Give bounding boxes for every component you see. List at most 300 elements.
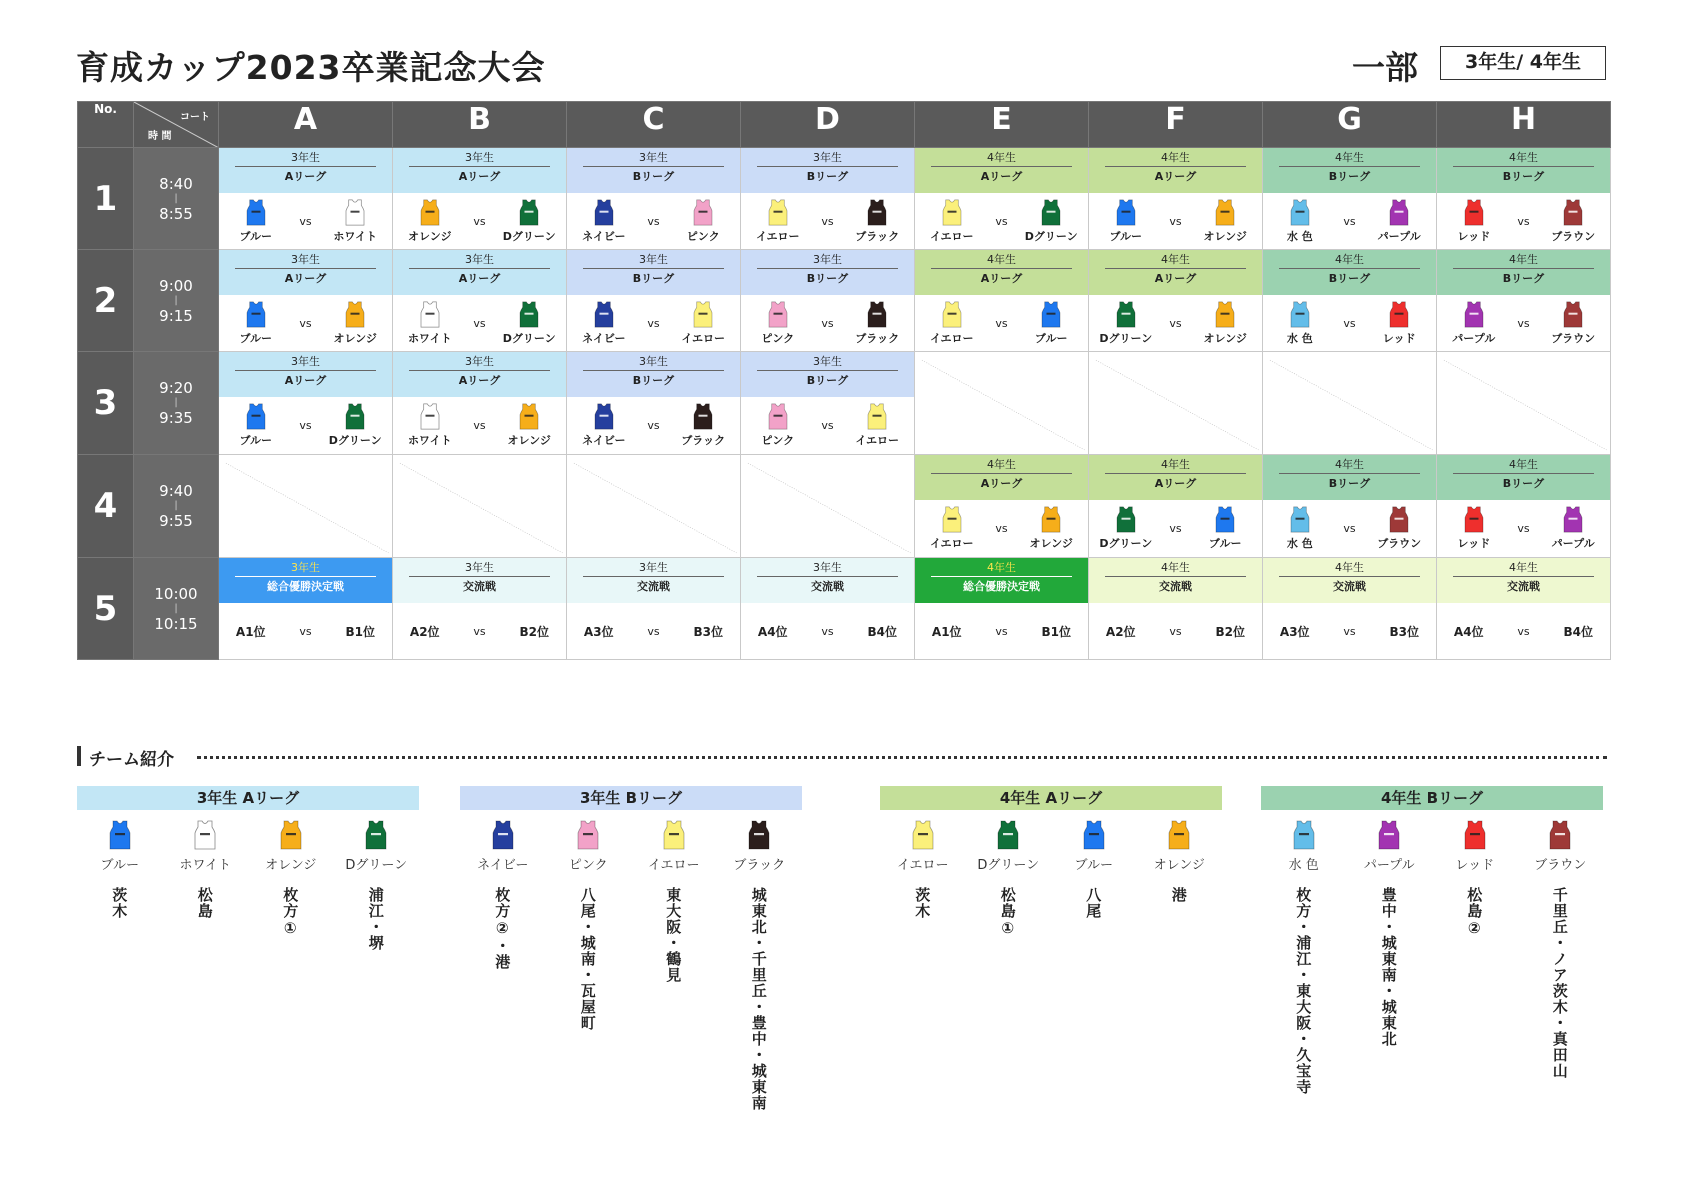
vs-label: vs: [647, 316, 660, 330]
match-header: [915, 148, 1088, 193]
schedule-row: [78, 352, 1611, 455]
schedule-body: [78, 148, 1611, 660]
team-color-name: イエロー: [897, 858, 949, 873]
match-cell: [393, 148, 567, 250]
league-team: [336, 820, 416, 951]
bib-icon: [1289, 506, 1311, 533]
end-time: 9:15: [159, 306, 193, 325]
team-home: [400, 301, 460, 346]
match-body: [1089, 500, 1262, 556]
league-label: Bリーグ: [1502, 170, 1545, 183]
court-header-a: A: [219, 102, 393, 148]
team-home: [1270, 301, 1330, 346]
section-bar: [77, 746, 81, 766]
match-cell: [393, 558, 567, 660]
league-label: 交流戦: [463, 580, 496, 593]
match-header: [741, 352, 914, 397]
team-color-name: オレンジ: [265, 858, 317, 873]
bib-icon: [1388, 506, 1410, 533]
team-name: イエロー: [930, 331, 974, 345]
team-color-name: ブラウン: [1534, 858, 1587, 873]
schedule-row: [78, 148, 1611, 250]
bib-icon: [364, 820, 388, 850]
schedule-header-row: [78, 102, 1611, 148]
match-body: [567, 603, 740, 659]
court-header-h: H: [1437, 102, 1611, 148]
team-away: [499, 301, 559, 346]
bib-icon: [419, 199, 441, 226]
team-away: [1021, 506, 1081, 551]
bib-icon: [1115, 301, 1137, 328]
league-intro: [880, 786, 1222, 938]
team-schools: 松島②: [1465, 887, 1484, 938]
vs-label: vs: [299, 214, 312, 228]
match-cell: [1437, 352, 1611, 455]
schedule-row: [78, 558, 1611, 660]
time-slot: [134, 558, 219, 660]
league-teams: [1261, 820, 1603, 1095]
start-time: 8:40: [159, 174, 193, 193]
vs-label: vs: [821, 418, 834, 432]
match-header: [1263, 558, 1436, 603]
team-name: イエロー: [756, 229, 800, 243]
vs-label: vs: [647, 214, 660, 228]
match-header: [393, 148, 566, 193]
bib-icon: [1463, 199, 1485, 226]
match-header: [1437, 250, 1610, 295]
placement-home: A2位: [1105, 624, 1136, 639]
vs-label: vs: [1517, 214, 1530, 228]
match-header: [1437, 148, 1610, 193]
team-color-name: ブラック: [733, 858, 786, 873]
row-number: 4: [78, 455, 134, 558]
empty-diagonal: [1437, 352, 1610, 454]
league-label: Aリーグ: [458, 170, 501, 183]
team-color-name: 水 色: [1288, 858, 1319, 873]
grade-label: 3年生: [757, 354, 898, 371]
match-header: [219, 558, 392, 603]
team-color-name: ネイビー: [477, 858, 529, 873]
bib-icon: [1040, 506, 1062, 533]
team-home: [226, 301, 286, 346]
match-header: [393, 352, 566, 397]
league-label: Aリーグ: [980, 477, 1023, 490]
bib-icon: [1167, 820, 1191, 850]
team-away: [1369, 199, 1429, 244]
team-away: [499, 199, 559, 244]
end-time: 10:15: [154, 614, 198, 633]
team-home: [400, 199, 460, 244]
bib-icon: [1214, 301, 1236, 328]
team-schools: 松島①: [998, 887, 1017, 938]
bib-icon: [245, 301, 267, 328]
match-body: [393, 603, 566, 659]
vs-label: vs: [1169, 316, 1182, 330]
team-name: オレンジ: [1203, 331, 1247, 345]
bib-icon: [419, 301, 441, 328]
team-name: ブラウン: [1551, 331, 1596, 345]
team-name: Dグリーン: [502, 229, 556, 243]
team-name: パープル: [1377, 229, 1421, 243]
grade-label: 3年生: [409, 150, 550, 167]
time-separator: |: [174, 500, 178, 511]
team-name: ブルー: [1208, 536, 1242, 550]
vs-label: vs: [995, 316, 1008, 330]
match-header: [393, 558, 566, 603]
match-cell: [1263, 250, 1437, 352]
match-header: [567, 148, 740, 193]
team-schools: 豊中・城東南・城東北: [1379, 887, 1398, 1047]
match-cell: [1263, 352, 1437, 455]
team-schools: 八尾・城南・瓦屋町: [578, 887, 597, 1031]
team-home: [574, 403, 634, 448]
grade-label: 4年生: [1105, 150, 1246, 167]
match-body: [393, 193, 566, 249]
match-body: [1437, 500, 1610, 556]
bib-icon: [1289, 301, 1311, 328]
grade-label: 4年生: [1453, 560, 1594, 577]
match-cell: [741, 250, 915, 352]
league-team: [251, 820, 331, 951]
league-team: [883, 820, 963, 938]
team-name: ホワイト: [333, 229, 378, 243]
match-body: [1263, 603, 1436, 659]
bib-icon: [1562, 199, 1584, 226]
team-home: [1444, 506, 1504, 551]
time-separator: |: [174, 192, 178, 204]
match-cell: [1437, 250, 1611, 352]
match-body: [567, 193, 740, 249]
bib-icon: [1292, 820, 1316, 850]
team-name: オレンジ: [1029, 536, 1073, 550]
vs-label: vs: [995, 624, 1008, 638]
league-label: Aリーグ: [284, 272, 327, 285]
league-label: Bリーグ: [1502, 272, 1545, 285]
placement-home: A1位: [235, 624, 266, 639]
match-cell: [1437, 558, 1611, 660]
schedule-row: [78, 455, 1611, 558]
league-label: 交流戦: [637, 580, 670, 593]
bib-icon: [279, 820, 303, 850]
match-cell: [915, 148, 1089, 250]
team-name: オレンジ: [333, 331, 377, 345]
time-slot: [134, 352, 219, 455]
match-body: [1263, 500, 1436, 556]
match-header: [1263, 148, 1436, 193]
match-cell: [567, 455, 741, 558]
match-body: [219, 193, 392, 249]
league-teams: [460, 820, 802, 1111]
league-label: Bリーグ: [1328, 477, 1371, 490]
league-team: [1435, 820, 1515, 1095]
bib-icon: [1388, 301, 1410, 328]
team-name: オレンジ: [408, 229, 452, 243]
team-name: ブラック: [855, 229, 900, 243]
grade-label: 3年生: [757, 560, 898, 577]
bib-icon: [245, 199, 267, 226]
bib-icon: [692, 199, 714, 226]
placement-home: A2位: [409, 624, 440, 639]
league-label: 交流戦: [1507, 580, 1540, 593]
grade-label: 4年生: [1453, 150, 1594, 167]
bib-icon: [593, 199, 615, 226]
league-team: [463, 820, 543, 1111]
court-label: コート: [180, 112, 210, 123]
start-time: 9:40: [159, 482, 193, 500]
league-intro: [460, 786, 802, 1111]
match-body: [1437, 193, 1610, 249]
team-name: Dグリーン: [1099, 536, 1153, 550]
team-home: [1096, 199, 1156, 244]
team-home: [574, 301, 634, 346]
match-header: [1089, 558, 1262, 603]
bib-icon: [1214, 199, 1236, 226]
grade-label: 3年生: [409, 252, 550, 269]
bib-icon: [518, 199, 540, 226]
court-header-c: C: [567, 102, 741, 148]
time-separator: |: [174, 602, 178, 614]
vs-label: vs: [995, 521, 1008, 535]
league-label: 総合優勝決定戦: [963, 580, 1040, 593]
grade-label: 4年生: [1279, 560, 1420, 577]
match-header: [915, 250, 1088, 295]
schedule-row: [78, 250, 1611, 352]
grade-label: 3年生: [583, 150, 724, 167]
row-number: 2: [78, 250, 134, 352]
team-schools: 松島: [195, 887, 214, 919]
grade-label: 4年生: [931, 150, 1072, 167]
vs-label: vs: [1517, 624, 1530, 638]
team-schools: 港: [1169, 887, 1188, 903]
team-name: ホワイト: [407, 331, 452, 345]
team-away: [1195, 301, 1255, 346]
vs-label: vs: [1517, 521, 1530, 535]
vs-label: vs: [1169, 521, 1182, 535]
row-number: 5: [78, 558, 134, 660]
team-name: ブルー: [239, 331, 273, 345]
start-time: 9:00: [159, 276, 193, 295]
placement-away: B2位: [519, 624, 550, 639]
team-name: ブラック: [681, 433, 726, 447]
page-title: 育成カップ2023卒業記念大会: [76, 48, 546, 87]
match-body: [567, 295, 740, 351]
empty-diagonal: [915, 352, 1088, 454]
vs-label: vs: [473, 214, 486, 228]
match-cell: [1089, 352, 1263, 455]
vs-label: vs: [473, 316, 486, 330]
team-away: [325, 301, 385, 346]
league-team: [634, 820, 714, 1111]
empty-diagonal: [393, 455, 566, 557]
team-schools: 城東北・千里丘・豊中・城東南: [749, 887, 768, 1111]
grade-label: 3年生: [757, 150, 898, 167]
match-body: [741, 397, 914, 453]
league-teams: [77, 820, 419, 951]
league-team: [165, 820, 245, 951]
bib-icon: [1115, 506, 1137, 533]
bib-icon: [1463, 506, 1485, 533]
vs-label: vs: [995, 214, 1008, 228]
match-body: [567, 397, 740, 453]
league-team: [968, 820, 1048, 938]
match-header: [219, 250, 392, 295]
team-away: [847, 199, 907, 244]
empty-slot: [1089, 352, 1262, 454]
team-home: [922, 506, 982, 551]
team-name: ブラウン: [1377, 536, 1422, 550]
empty-slot: [219, 455, 392, 557]
empty-slot: [1437, 352, 1610, 454]
team-name: ブルー: [1034, 331, 1068, 345]
grade-label: 4年生: [931, 560, 1072, 577]
team-away: [1021, 199, 1081, 244]
grade-label: 4年生: [1105, 560, 1246, 577]
team-color-name: パープル: [1363, 858, 1415, 873]
league-team: [1054, 820, 1134, 938]
league-label: Bリーグ: [632, 272, 675, 285]
bib-icon: [866, 301, 888, 328]
bib-icon: [692, 403, 714, 430]
league-label: Bリーグ: [806, 272, 849, 285]
team-name: ネイビー: [582, 433, 626, 447]
match-header: [915, 455, 1088, 500]
grade-label: 4年生: [1105, 252, 1246, 269]
team-home: [748, 403, 808, 448]
match-cell: [567, 250, 741, 352]
grade-label: 4年生: [1279, 150, 1420, 167]
league-team: [1264, 820, 1344, 1095]
match-body: [1089, 603, 1262, 659]
placement-away: B1位: [1041, 624, 1072, 639]
bib-icon: [1562, 301, 1584, 328]
section-title: チーム紹介: [89, 750, 174, 770]
bib-icon: [1562, 506, 1584, 533]
league-team: [80, 820, 160, 951]
empty-diagonal: [567, 455, 740, 557]
bib-icon: [1040, 199, 1062, 226]
league-team: [1520, 820, 1600, 1095]
bib-icon: [911, 820, 935, 850]
league-label: 交流戦: [1333, 580, 1366, 593]
team-name: オレンジ: [1203, 229, 1247, 243]
team-name: ブルー: [239, 229, 273, 243]
schedule-table: [77, 101, 1611, 660]
team-home: [400, 403, 460, 448]
court-header-d: D: [741, 102, 915, 148]
match-cell: [219, 148, 393, 250]
bib-icon: [193, 820, 217, 850]
placement-away: B3位: [1389, 624, 1420, 639]
match-cell: [915, 455, 1089, 558]
team-name: Dグリーン: [1024, 229, 1078, 243]
team-away: [847, 301, 907, 346]
grade-label: 4年生: [931, 457, 1072, 474]
team-name: ピンク: [686, 229, 720, 243]
bib-icon: [692, 301, 714, 328]
team-name: ホワイト: [407, 433, 452, 447]
match-header: [567, 250, 740, 295]
grade-label: 3年生: [235, 150, 376, 167]
placement-away: B4位: [1563, 624, 1594, 639]
match-body: [1263, 193, 1436, 249]
team-name: 水 色: [1286, 331, 1313, 345]
league-intro-title: 4年生 Bリーグ: [1261, 786, 1603, 810]
league-team: [548, 820, 628, 1111]
league-teams: [880, 820, 1222, 938]
dotted-rule: [197, 756, 1607, 759]
grade-label: 4年生: [931, 252, 1072, 269]
placement-home: A3位: [1279, 624, 1310, 639]
match-body: [219, 603, 392, 659]
team-home: [748, 199, 808, 244]
team-name: ピンク: [761, 433, 795, 447]
end-time: 9:55: [159, 512, 193, 530]
time-label: 時 間: [148, 131, 172, 142]
team-name: ブラック: [855, 331, 900, 345]
court-time-header: [134, 102, 219, 148]
match-header: [1089, 455, 1262, 500]
match-cell: [915, 352, 1089, 455]
placement-away: B4位: [867, 624, 898, 639]
match-body: [393, 295, 566, 351]
league-label: Aリーグ: [284, 170, 327, 183]
match-cell: [915, 250, 1089, 352]
grade-label: 3年生: [409, 354, 550, 371]
team-schools: 枚方・浦江・東大阪・久宝寺: [1294, 887, 1313, 1095]
vs-label: vs: [1343, 624, 1356, 638]
team-away: [1369, 506, 1429, 551]
bib-icon: [662, 820, 686, 850]
bib-icon: [941, 199, 963, 226]
no-header: No.: [78, 102, 134, 148]
match-cell: [393, 250, 567, 352]
grade-label: 3年生: [235, 354, 376, 371]
league-label: Aリーグ: [980, 170, 1023, 183]
team-home: [1270, 199, 1330, 244]
team-name: 水 色: [1286, 229, 1313, 243]
match-cell: [219, 250, 393, 352]
league-label: Aリーグ: [1154, 477, 1197, 490]
team-schools: 浦江・堺: [366, 887, 385, 951]
league-team: [1139, 820, 1219, 938]
vs-label: vs: [821, 316, 834, 330]
empty-slot: [393, 455, 566, 557]
league-label: 交流戦: [1159, 580, 1192, 593]
match-header: [1089, 250, 1262, 295]
match-header: [1437, 558, 1610, 603]
bib-icon: [593, 301, 615, 328]
match-header: [219, 148, 392, 193]
match-cell: [567, 148, 741, 250]
bib-icon: [419, 403, 441, 430]
vs-label: vs: [1517, 316, 1530, 330]
league-label: Bリーグ: [1328, 170, 1371, 183]
match-cell: [1089, 558, 1263, 660]
team-color-name: ブルー: [1074, 858, 1113, 873]
match-body: [1089, 193, 1262, 249]
match-header: [219, 352, 392, 397]
match-cell: [1263, 558, 1437, 660]
match-cell: [393, 352, 567, 455]
team-name: ブルー: [239, 433, 273, 447]
vs-label: vs: [647, 418, 660, 432]
team-name: イエロー: [930, 229, 974, 243]
bib-icon: [1040, 301, 1062, 328]
team-name: Dグリーン: [1099, 331, 1153, 345]
vs-label: vs: [1343, 521, 1356, 535]
bib-icon: [941, 506, 963, 533]
empty-slot: [741, 455, 914, 557]
